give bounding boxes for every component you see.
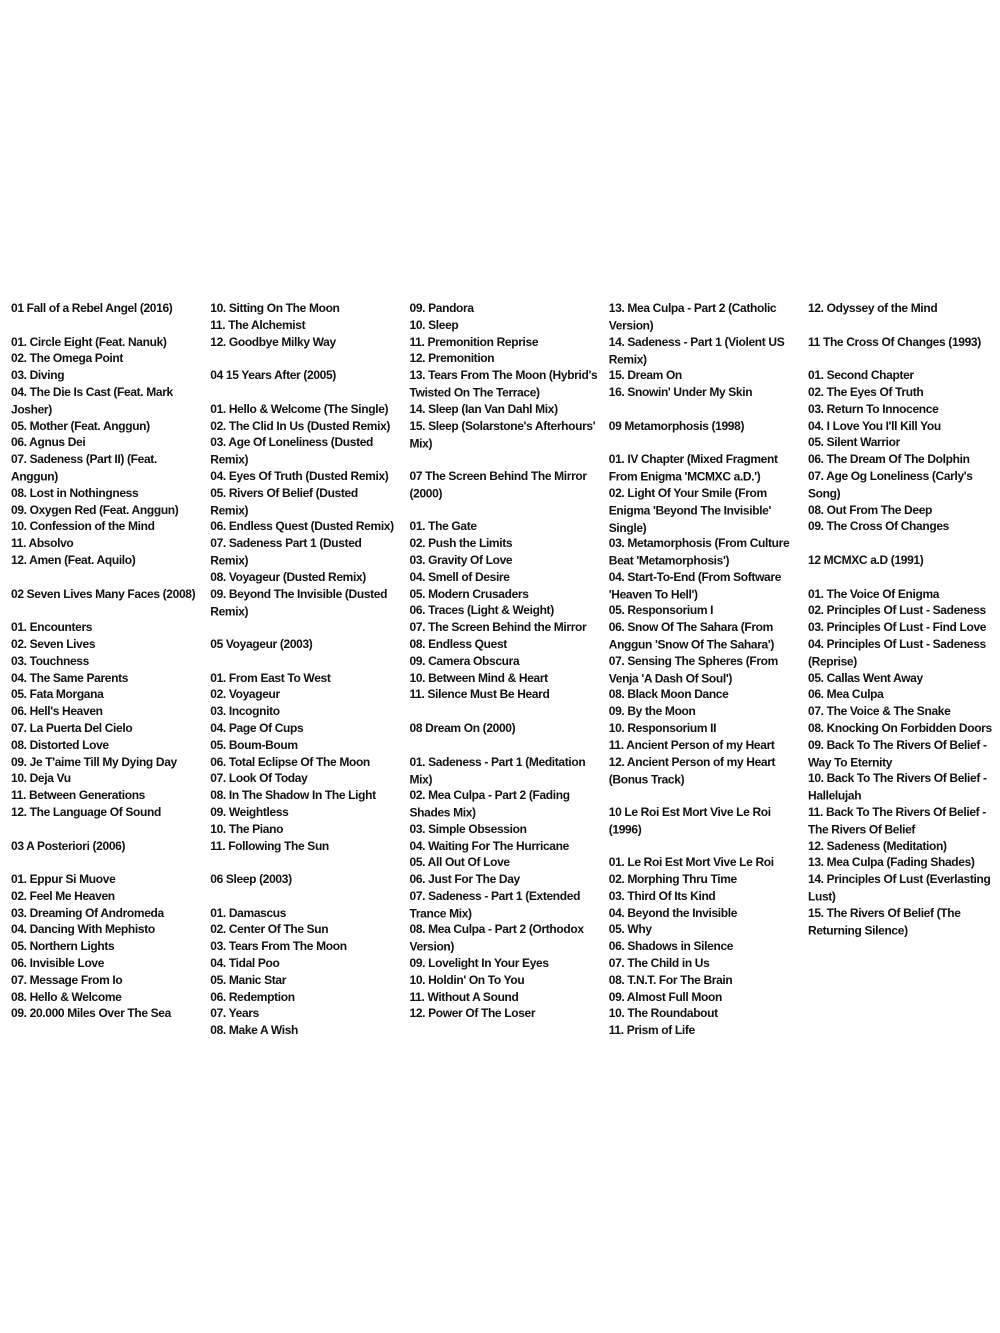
tracklist-column-4: [609, 300, 797, 1039]
track-item: 06. Redemption: [210, 989, 295, 1004]
spacer: [609, 838, 797, 855]
track-item: 05. Manic Star: [210, 972, 287, 988]
track-item: 04. Page Of Cups: [210, 720, 304, 736]
spacer: [210, 350, 398, 367]
track-item: 06. Total Eclipse Of The Moon: [210, 754, 370, 769]
spacer: [210, 854, 398, 871]
track-item: 04. The Same Parents: [11, 670, 129, 685]
tracklist-column-3: [410, 300, 598, 1039]
track-item: 03. Diving: [11, 368, 65, 383]
track-item: 10. Sitting On The Moon: [210, 301, 340, 316]
track-item: 10. The Piano: [210, 821, 284, 837]
track-item: 02. Push the Limits: [409, 536, 513, 551]
track-item: 11. Ancient Person of my Heart: [608, 737, 775, 753]
track-item: 03. Third Of Its Kind: [608, 888, 716, 904]
track-item: 08. Mea Culpa - Part 2 (Orthodox Version): [409, 922, 584, 954]
track-item: 01. Second Chapter: [808, 368, 914, 383]
track-item: 12. Premonition: [409, 351, 495, 366]
track-item: 09. Pandora: [409, 301, 474, 316]
track-item: 08. Lost in Nothingness: [11, 485, 139, 501]
track-item: 06. Agnus Dei: [11, 435, 86, 450]
track-item: 03. Return To Innocence: [808, 401, 939, 417]
track-item: 02. Mea Culpa - Part 2 (Fading Shades Mix): [409, 788, 570, 820]
spacer: [808, 317, 996, 334]
track-item: 06. Invisible Love: [11, 956, 105, 971]
track-item: 10. The Roundabout: [608, 1006, 718, 1021]
track-item: 08. In The Shadow In The Light: [210, 788, 376, 803]
spacer: [11, 317, 199, 334]
track-item: 05. Callas Went Away: [808, 670, 923, 685]
track-item: 09. By the Moon: [608, 704, 696, 719]
spacer: [11, 569, 199, 586]
track-item: 08. Make A Wish: [210, 1023, 299, 1038]
track-item: 07. The Child in Us: [608, 956, 710, 971]
track-item: 07. Look Of Today: [210, 771, 308, 786]
track-item: 01. Circle Eight (Feat. Nanuk): [11, 334, 167, 349]
track-item: 01. Encounters: [11, 620, 93, 635]
track-item: 02. Voyageur: [210, 687, 280, 702]
track-item: 03. Gravity Of Love: [409, 552, 513, 568]
track-item: 04. Eyes Of Truth (Dusted Remix): [210, 468, 389, 484]
spacer: [210, 384, 398, 401]
track-item: 09. Weightless: [210, 804, 289, 820]
track-item: 07. The Screen Behind the Mirror: [409, 620, 587, 635]
track-item: 01. The Voice Of Enigma: [808, 586, 940, 601]
album-heading: 10 Le Roi Est Mort Vive Le Roi (1996): [608, 804, 771, 837]
spacer: [210, 619, 398, 636]
track-item: 04. Dancing With Mephisto: [11, 922, 155, 937]
track-item: 03. Tears From The Moon: [210, 939, 347, 954]
track-item: 09. 20.000 Miles Over The Sea: [11, 1006, 171, 1021]
album-heading: 11 The Cross Of Changes (1993): [808, 334, 981, 349]
album-heading: 01 Fall of a Rebel Angel (2016): [11, 301, 173, 316]
track-item: 04. Principles Of Lust - Sadeness (Reprise): [808, 636, 986, 669]
spacer: [11, 602, 199, 619]
track-item: 05. Northern Lights: [11, 939, 115, 954]
spacer: [410, 502, 598, 519]
track-item: 15. The Rivers Of Belief (The Returning Silence): [808, 905, 961, 938]
track-item: 01. Hello & Welcome (The Single): [210, 401, 389, 417]
track-item: 03. Incognito: [210, 704, 280, 719]
track-item: 04. Waiting For The Hurricane: [409, 838, 569, 853]
track-item: 02. Center Of The Sun: [210, 922, 329, 937]
track-item: 02. Principles Of Lust - Sadeness: [808, 603, 986, 618]
track-item: 07. La Puerta Del Cielo: [11, 720, 133, 736]
spacer: [808, 535, 996, 552]
track-item: 01. IV Chapter (Mixed Fragment From Enigma 'MCMXC a.D.'): [608, 452, 778, 484]
track-item: 01. The Gate: [409, 519, 477, 534]
track-item: 03. Age Of Loneliness (Dusted Remix): [210, 435, 374, 467]
track-item: 08. Voyageur (Dusted Remix): [210, 569, 366, 585]
track-item: 11. Without A Sound: [409, 989, 519, 1004]
track-item: 04. Start-To-End (From Software 'Heaven To Hell'): [608, 569, 782, 602]
track-item: 03. Dreaming Of Andromeda: [11, 905, 164, 920]
track-item: 10. Back To The Rivers Of Belief - Hallelujah: [808, 771, 987, 803]
track-item: 06. Mea Culpa: [808, 687, 884, 702]
track-item: 09. Je T'aime Till My Dying Day: [11, 754, 177, 769]
album-heading: 09 Metamorphosis (1998): [608, 418, 745, 433]
spacer: [11, 854, 199, 871]
track-item: 02. Morphing Thru Time: [608, 872, 737, 887]
track-item: 11. Between Generations: [11, 788, 146, 803]
track-item: 12. Ancient Person of my Heart (Bonus Track): [608, 754, 776, 786]
spacer: [410, 451, 598, 468]
track-item: 01. Le Roi Est Mort Vive Le Roi: [608, 855, 774, 870]
track-item: 07. Age Og Loneliness (Carly's Song): [808, 468, 973, 501]
tracklist-column-5: [808, 300, 996, 1039]
track-item: 01. Damascus: [210, 905, 287, 920]
track-item: 05. Why: [608, 922, 652, 937]
track-item: 07. Years: [210, 1006, 259, 1021]
tracklist-column-2: [210, 300, 398, 1039]
spacer: [808, 350, 996, 367]
album-heading: 05 Voyageur (2003): [210, 636, 313, 652]
album-heading: 12 MCMXC a.D (1991): [808, 552, 924, 568]
track-item: 05. Silent Warrior: [808, 435, 900, 450]
track-item: 11. Silence Must Be Heard: [409, 687, 550, 702]
track-item: 06. Endless Quest (Dusted Remix): [210, 519, 394, 534]
track-item: 08. Knocking On Forbidden Doors: [808, 720, 992, 736]
track-item: 08. Hello & Welcome: [11, 989, 122, 1004]
track-item: 09. Lovelight In Your Eyes: [409, 956, 549, 971]
spacer: [410, 703, 598, 720]
track-item: 09. Almost Full Moon: [608, 989, 722, 1004]
track-item: 04. Tidal Poo: [210, 956, 280, 971]
track-item: 02. Seven Lives: [11, 636, 96, 652]
track-item: 07. Sadeness (Part II) (Feat. Anggun): [11, 452, 157, 484]
track-item: 06. Just For The Day: [409, 872, 520, 887]
track-item: 11. Absolvo: [11, 536, 74, 551]
track-item: 13. Tears From The Moon (Hybrid's Twisted On The Terrace): [409, 368, 598, 400]
track-item: 07. Sadeness - Part 1 (Extended Trance Mix): [409, 888, 581, 921]
tracklist-columns: [11, 300, 996, 1039]
track-item: 06. Snow Of The Sahara (From Anggun 'Snow Of The Sahara'): [608, 620, 774, 652]
track-item: 08. Endless Quest: [409, 636, 507, 652]
track-item: 03. Principles Of Lust - Find Love: [808, 620, 987, 635]
track-item: 16. Snowin' Under My Skin: [608, 385, 753, 400]
track-item: 14. Sadeness - Part 1 (Violent US Remix): [608, 334, 785, 367]
track-item: 04. Beyond the Invisible: [608, 905, 738, 920]
album-heading: 02 Seven Lives Many Faces (2008): [11, 586, 196, 601]
track-item: 09. Back To The Rivers Of Belief - Way To Eternity: [808, 737, 987, 770]
track-item: 02. The Eyes Of Truth: [808, 385, 924, 400]
track-item: 10. Between Mind & Heart: [409, 670, 548, 685]
track-item: 10. Deja Vu: [11, 771, 71, 786]
track-item: 13. Mea Culpa - Part 2 (Catholic Version): [608, 301, 777, 333]
track-item: 06. Shadows in Silence: [608, 939, 734, 954]
track-item: 01. From East To West: [210, 670, 331, 685]
spacer: [11, 821, 199, 838]
track-item: 07. The Voice & The Snake: [808, 704, 951, 719]
track-item: 06. Hell's Heaven: [11, 704, 103, 719]
track-item: 06. Traces (Light & Weight): [409, 603, 554, 618]
spacer: [609, 787, 797, 804]
track-item: 11. Back To The Rivers Of Belief - The Rivers Of Belief: [808, 804, 986, 837]
track-item: 13. Mea Culpa (Fading Shades): [808, 855, 975, 870]
track-item: 12. Amen (Feat. Aquilo): [11, 552, 136, 568]
spacer: [609, 434, 797, 451]
track-item: 10. Responsorium II: [608, 720, 717, 736]
track-item: 04. The Die Is Cast (Feat. Mark Josher): [11, 385, 173, 417]
track-item: 11. Premonition Reprise: [409, 334, 539, 349]
track-item: 15. Dream On: [608, 368, 682, 383]
track-item: 01. Sadeness - Part 1 (Meditation Mix): [409, 754, 586, 786]
track-item: 06. The Dream Of The Dolphin: [808, 452, 970, 467]
track-item: 15. Sleep (Solarstone's Afterhours' Mix): [409, 418, 596, 451]
album-heading: 06 Sleep (2003): [210, 872, 292, 887]
track-item: 07. Sadeness Part 1 (Dusted Remix): [210, 536, 362, 568]
track-item: 02. The Omega Point: [11, 351, 124, 366]
track-item: 03. Simple Obsession: [409, 821, 527, 837]
track-item: 11. The Alchemist: [210, 317, 306, 333]
track-item: 03. Touchness: [11, 653, 89, 669]
track-item: 05. Responsorium I: [608, 603, 714, 618]
album-heading: 04 15 Years After (2005): [210, 368, 336, 383]
track-item: 02. Light Of Your Smile (From Enigma 'Beyond The Invisible' Single): [608, 485, 772, 535]
track-item: 05. Modern Crusaders: [409, 586, 529, 601]
track-item: 12. The Language Of Sound: [11, 804, 161, 820]
track-item: 09. Camera Obscura: [409, 653, 520, 669]
track-item: 10. Sleep: [409, 317, 459, 333]
track-item: 02. The Clid In Us (Dusted Remix): [210, 418, 391, 433]
tracklist-column-1: [11, 300, 199, 1039]
track-item: 02. Feel Me Heaven: [11, 888, 115, 904]
track-item: 05. Mother (Feat. Anggun): [11, 418, 150, 433]
track-item: 12. Odyssey of the Mind: [808, 301, 938, 316]
track-item: 04. I Love You I'll Kill You: [808, 418, 941, 433]
track-item: 12. Power Of The Loser: [409, 1006, 536, 1021]
spacer: [808, 569, 996, 586]
track-item: 11. Prism of Life: [608, 1023, 695, 1038]
album-heading: 07 The Screen Behind The Mirror (2000): [409, 468, 587, 501]
track-item: 05. Boum-Boum: [210, 737, 298, 753]
track-item: 09. Oxygen Red (Feat. Anggun): [11, 502, 179, 517]
track-item: 05. Rivers Of Belief (Dusted Remix): [210, 485, 358, 518]
track-item: 05. All Out Of Love: [409, 855, 510, 870]
track-item: 12. Goodbye Milky Way: [210, 334, 336, 349]
track-item: 03. Metamorphosis (From Culture Beat 'Metamorphosis'): [608, 536, 790, 568]
track-item: 05. Fata Morgana: [11, 687, 104, 702]
track-item: 09. The Cross Of Changes: [808, 519, 949, 534]
track-item: 07. Message From Io: [11, 972, 123, 988]
track-item: 10. Holdin' On To You: [409, 972, 525, 988]
spacer: [210, 888, 398, 905]
track-item: 08. T.N.T. For The Brain: [608, 972, 733, 988]
spacer: [609, 401, 797, 418]
track-item: 01. Eppur Si Muove: [11, 872, 116, 887]
album-heading: 08 Dream On (2000): [409, 720, 516, 736]
track-item: 14. Sleep (Ian Van Dahl Mix): [409, 401, 558, 417]
spacer: [410, 737, 598, 754]
album-heading: 03 A Posteriori (2006): [11, 838, 126, 853]
track-item: 09. Beyond The Invisible (Dusted Remix): [210, 586, 388, 618]
track-item: 08. Out From The Deep: [808, 502, 933, 517]
track-item: 07. Sensing The Spheres (From Venja 'A Dash Of Soul'): [608, 653, 778, 686]
track-item: 11. Following The Sun: [210, 838, 329, 853]
track-item: 14. Principles Of Lust (Everlasting Lust): [808, 872, 991, 904]
track-item: 04. Smell of Desire: [409, 569, 510, 585]
track-item: 08. Black Moon Dance: [608, 687, 729, 702]
track-item: 10. Confession of the Mind: [11, 519, 155, 534]
track-item: 12. Sadeness (Meditation): [808, 838, 947, 853]
track-item: 08. Distorted Love: [11, 737, 109, 753]
spacer: [210, 653, 398, 670]
